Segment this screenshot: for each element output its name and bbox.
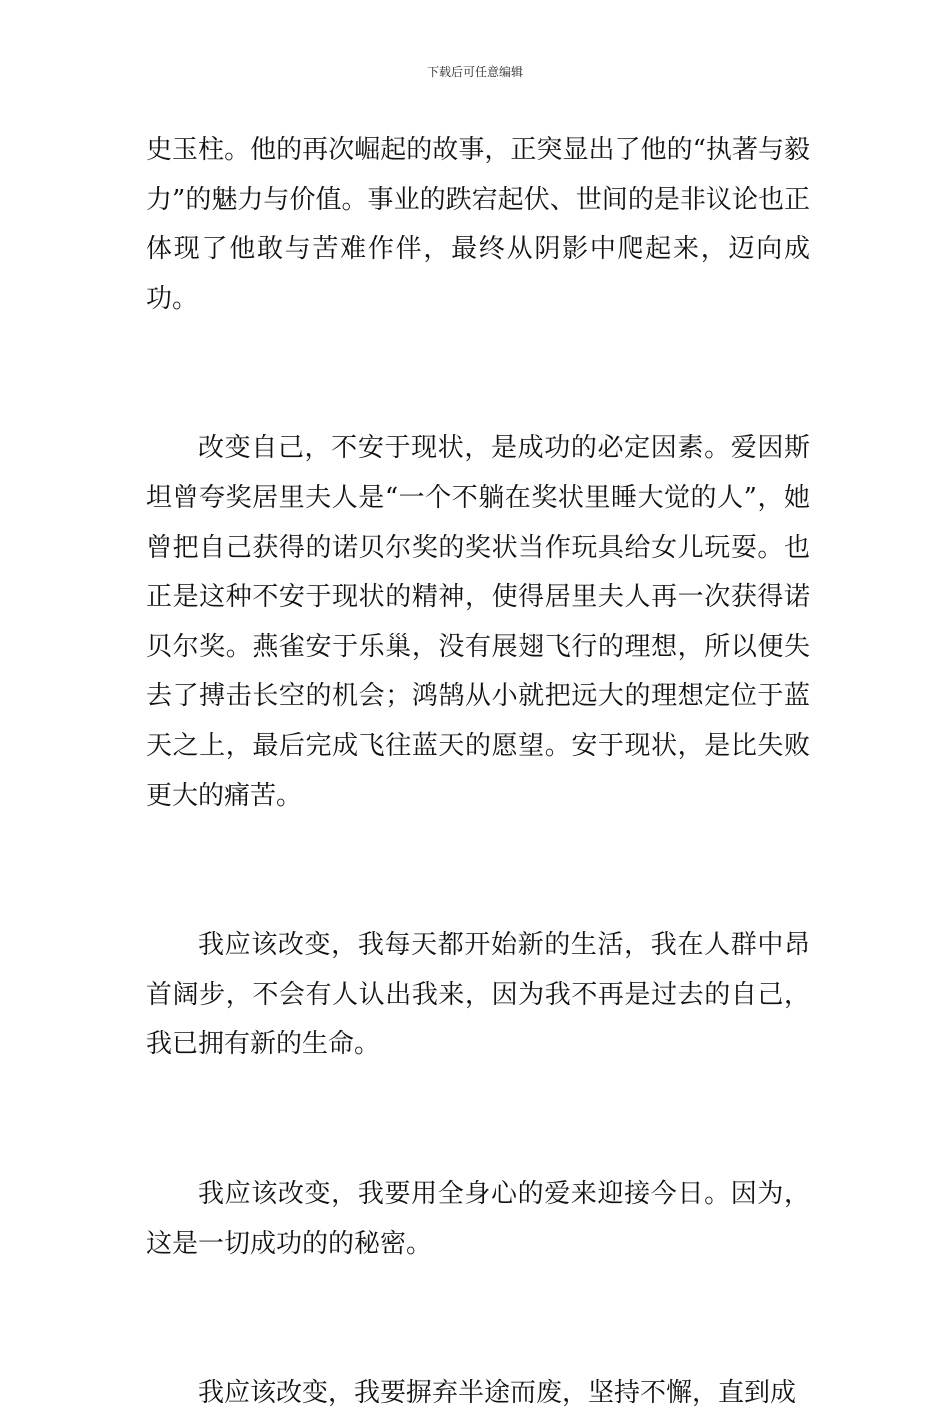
- paragraph-4: 我应该改变，我要用全身心的爱来迎接今日。因为，这是一切成功的的秘密。: [146, 1178, 810, 1259]
- paragraph-1: 史玉柱。他的再次崛起的故事，正突显出了他的“执著与毅力”的魅力与价值。事业的跌宕起伏、世间的是非议论也正体现了他敢与苦难作伴，最终从阴影中爬起来，迈向成功。: [146, 135, 810, 314]
- paragraph-5: 我应该改变，我要摒弃半途而废，坚持不懈，直到成: [198, 1378, 797, 1409]
- paragraph-3: 我应该改变，我每天都开始新的生活，我在人群中昂首阔步，不会有人认出我来，因为我不再是过去的自己，我已拥有新的生命。: [146, 930, 810, 1060]
- page-header: 下载后可任意编辑: [426, 65, 523, 79]
- paragraph-2: 改变自己，不安于现状，是成功的必定因素。爱因斯坦曾夸奖居里夫人是“一个不躺在奖状里睡大觉的人”，她曾把自己获得的诺贝尔奖的奖状当作玩具给女儿玩耍。也正是这种不安于现状的精神，使得居里夫人再一次获得诺贝尔奖。燕雀安于乐巢，没有展翅飞行的理想，所以便失去了搏击长空的机会；鸿鹄从小就把远大的理想定位于蓝天之上，最后完成飞往蓝天的愿望。安于现状，是比失败更大的痛苦。: [146, 433, 810, 811]
- document-body: [146, 126, 810, 1419]
